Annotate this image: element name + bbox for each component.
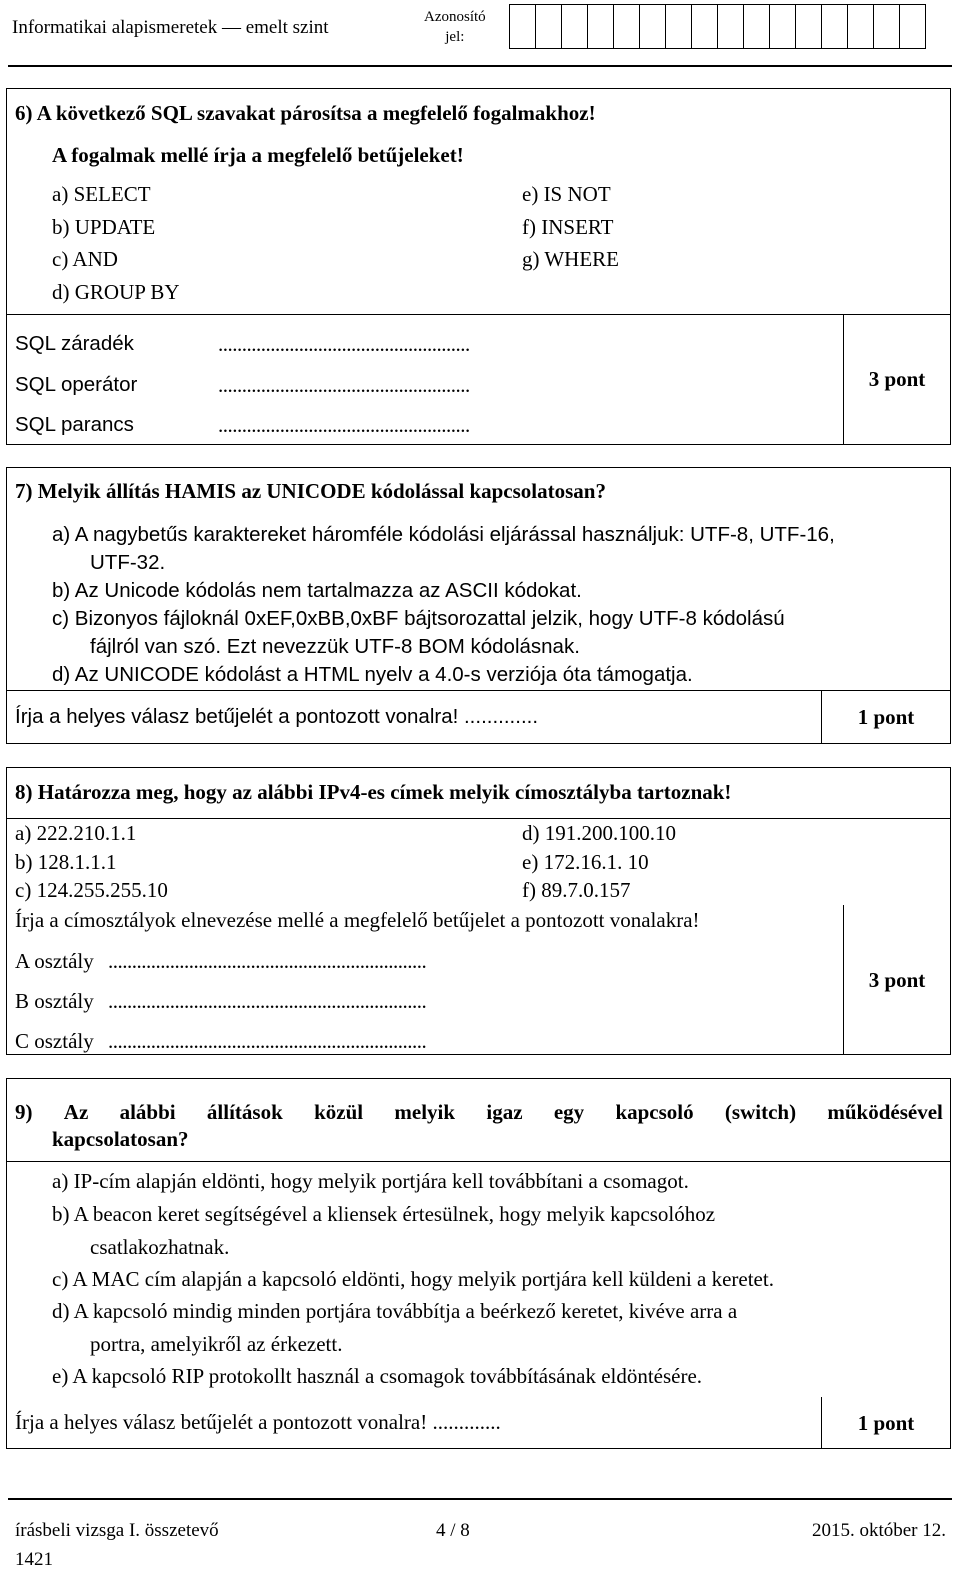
q8-answer-line[interactable]: ...................................................................	[108, 1029, 427, 1053]
q9-option: e) A kapcsoló RIP protokollt használ a csomagok továbbításának eldöntésére.	[52, 1364, 703, 1388]
q7-option: b) Az Unicode kódolás nem tartalmazza az ASCII kódokat.	[52, 579, 582, 602]
question-8-divider	[6, 818, 951, 819]
q8-option: e) 172.16.1. 10	[522, 850, 649, 874]
q9-title-word: melyik	[394, 1100, 456, 1124]
q6-option: d) GROUP BY	[52, 280, 180, 304]
q8-answer-label: B osztály	[15, 989, 94, 1013]
q7-option: d) Az UNICODE kódolást a HTML nyelv a 4.0-s verziója óta támogatja.	[52, 663, 693, 686]
q8-option: f) 89.7.0.157	[522, 878, 631, 902]
q6-score: 3 pont	[868, 367, 926, 391]
q8-option: a) 222.210.1.1	[15, 821, 137, 845]
q9-title-word: alábbi	[119, 1100, 176, 1124]
question-9-title	[15, 1100, 943, 1125]
footer-date: 2015. október 12.	[811, 1520, 946, 1541]
id-box[interactable]	[587, 4, 614, 49]
id-label-line1: Azonosító	[424, 9, 486, 25]
id-box[interactable]	[639, 4, 666, 49]
q7-option: a) A nagybetűs karaktereket háromféle kódolási eljárással használjuk: UTF-8, UTF-16,	[52, 523, 835, 546]
q6-option: c) AND	[52, 247, 118, 271]
question-6-title: 6) A következő SQL szavakat párosítsa a megfelelő fogalmakhoz!	[15, 101, 596, 125]
id-box[interactable]	[509, 4, 536, 49]
id-label-line2: jel:	[445, 29, 465, 46]
id-box[interactable]	[717, 4, 744, 49]
q8-answer-line[interactable]: ...................................................................	[108, 949, 427, 973]
footer-page-number: 4 / 8	[436, 1520, 470, 1541]
id-box[interactable]	[899, 4, 926, 49]
q7-option-cont: UTF-32.	[90, 551, 166, 574]
id-box[interactable]	[535, 4, 562, 49]
q9-title-word: kapcsoló	[615, 1100, 694, 1124]
q9-option-cont: portra, amelyikről az érkezett.	[90, 1332, 343, 1356]
q8-score: 3 pont	[868, 967, 926, 992]
footer-code: 1421	[15, 1549, 53, 1570]
id-box[interactable]	[873, 4, 900, 49]
q6-answer-line[interactable]: .....................................................	[218, 413, 470, 437]
question-6-frame	[6, 88, 951, 445]
question-7-divider	[6, 690, 951, 691]
q6-option: e) IS NOT	[522, 182, 611, 206]
id-box[interactable]	[847, 4, 874, 49]
q8-answer-label: A osztály	[15, 949, 94, 973]
q6-option: b) UPDATE	[52, 215, 156, 239]
q8-option: c) 124.255.255.10	[15, 878, 168, 902]
q9-score: 1 pont	[857, 1410, 915, 1435]
q9-title-word: egy	[553, 1100, 585, 1124]
footer-rule	[8, 1498, 952, 1500]
q9-option: b) A beacon keret segítségével a kliensek értesülnek, hogy melyik kapcsolóhoz	[52, 1202, 716, 1226]
q6-option: f) INSERT	[522, 215, 614, 239]
q9-title-word: 9)	[15, 1100, 33, 1124]
question-7-frame	[6, 467, 951, 744]
q9-option: c) A MAC cím alapján a kapcsoló eldönti, hogy melyik portjára kell küldeni a keretet.	[52, 1267, 774, 1291]
header-rule	[8, 65, 952, 67]
q7-score: 1 pont	[857, 704, 915, 729]
q9-title-word: állítások	[206, 1100, 283, 1124]
q9-title-word: közül	[314, 1100, 364, 1124]
id-box[interactable]	[665, 4, 692, 49]
question-8-score-divider	[843, 905, 844, 1055]
question-6-divider	[6, 314, 951, 315]
q8-option: d) 191.200.100.10	[522, 821, 676, 845]
question-7-title: 7) Melyik állítás HAMIS az UNICODE kódolással kapcsolatosan?	[15, 479, 606, 503]
id-box[interactable]	[795, 4, 822, 49]
q9-title-word: (switch)	[724, 1100, 797, 1124]
q7-answer-prompt[interactable]: Írja a helyes válasz betűjelét a pontozott vonalra! .............	[15, 705, 539, 728]
q6-option: a) SELECT	[52, 182, 151, 206]
q6-answer-label: SQL záradék	[15, 332, 134, 355]
id-label	[424, 7, 486, 48]
id-box[interactable]	[743, 4, 770, 49]
q6-answer-label: SQL operátor	[15, 373, 138, 396]
q7-option-cont: fájlról van szó. Ezt nevezzük UTF-8 BOM kódolásnak.	[90, 635, 580, 658]
q8-instruction: Írja a címosztályok elnevezése mellé a megfelelő betűjelet a pontozott vonalakra!	[15, 908, 700, 932]
q9-option: a) IP-cím alapján eldönti, hogy melyik portjára kell továbbítani a csomagot.	[52, 1169, 689, 1193]
q9-title-word: igaz	[486, 1100, 523, 1124]
q9-answer-prompt[interactable]: Írja a helyes válasz betűjelét a pontozott vonalra! .............	[15, 1410, 501, 1434]
id-box[interactable]	[769, 4, 796, 49]
question-6-score-divider	[843, 314, 844, 445]
id-box[interactable]	[561, 4, 588, 49]
q9-title-word: Az	[63, 1100, 89, 1124]
question-9-divider	[6, 1161, 951, 1162]
q9-option-cont: csatlakozhatnak.	[90, 1235, 230, 1259]
id-box[interactable]	[613, 4, 640, 49]
question-9-title-cont: kapcsolatosan?	[52, 1127, 189, 1151]
id-boxes	[510, 4, 926, 49]
question-9-score-divider	[821, 1397, 822, 1449]
q8-answer-line[interactable]: ...................................................................	[108, 989, 427, 1013]
q6-option: g) WHERE	[522, 247, 620, 271]
q7-option: c) Bizonyos fájloknál 0xEF,0xBB,0xBF bájtsorozattal jelzik, hogy UTF-8 kódolású	[52, 607, 785, 630]
q6-answer-line[interactable]: .....................................................	[218, 373, 470, 397]
q8-option: b) 128.1.1.1	[15, 850, 117, 874]
q8-answer-label: C osztály	[15, 1029, 94, 1053]
id-box[interactable]	[691, 4, 718, 49]
question-7-score-divider	[821, 690, 822, 744]
id-box[interactable]	[821, 4, 848, 49]
q9-option: d) A kapcsoló mindig minden portjára továbbítja a beérkező keretet, kivéve arra a	[52, 1299, 738, 1323]
header-title: Informatikai alapismeretek — emelt szint	[12, 17, 329, 38]
footer-exam-label: írásbeli vizsga I. összetevő	[15, 1520, 219, 1541]
q9-title-word: működésével	[827, 1100, 943, 1124]
q6-answer-line[interactable]: .....................................................	[218, 332, 470, 356]
q6-answer-label: SQL parancs	[15, 413, 134, 436]
question-6-instruction: A fogalmak mellé írja a megfelelő betűjeleket!	[52, 143, 464, 167]
question-8-title: 8) Határozza meg, hogy az alábbi IPv4-es címek melyik címosztályba tartoznak!	[15, 780, 732, 804]
